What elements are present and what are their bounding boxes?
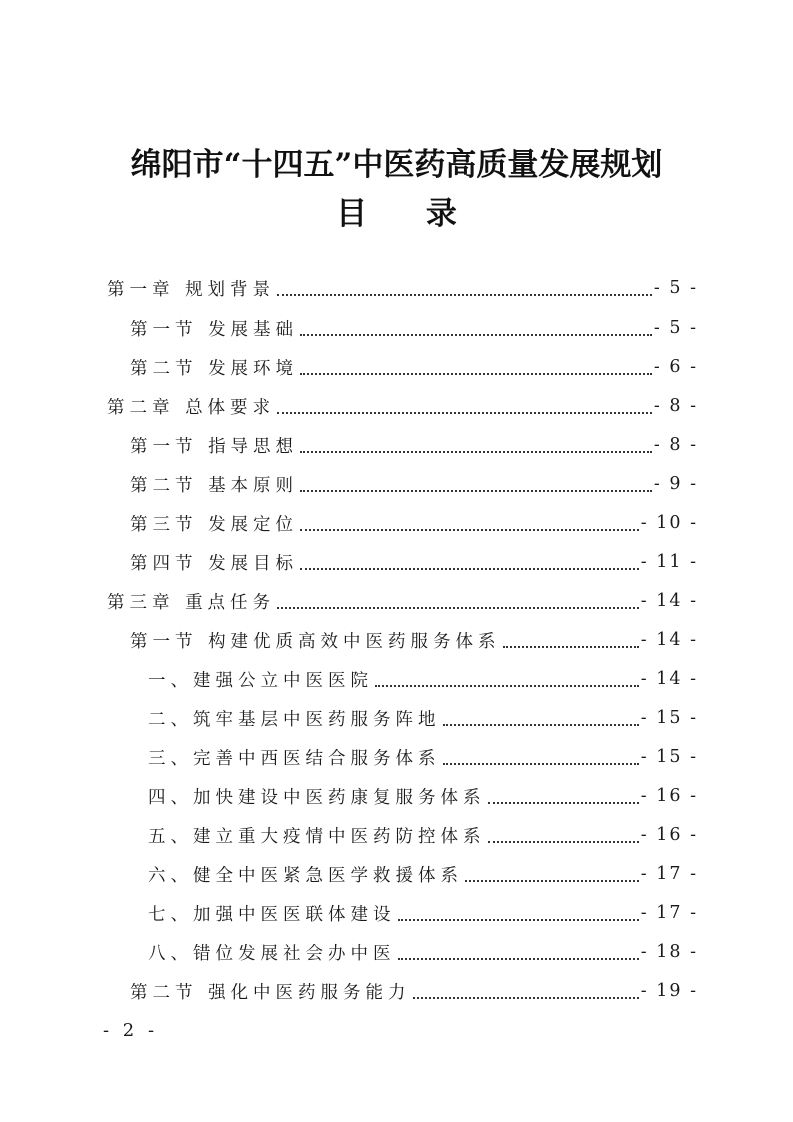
toc-dot-leader [300,505,639,541]
toc-entry-text: 第一节 指导思想 [130,436,299,457]
toc-entry-section-3-2[interactable] [130,973,698,1009]
toc-entry-page: - 15 - [640,747,698,767]
toc-dot-leader [398,895,639,931]
toc-entry-item-7[interactable] [148,895,698,931]
toc-entry-text: 第一节 发展基础 [130,319,299,340]
toc-dot-leader [443,739,639,775]
toc-entry-item-5[interactable] [148,817,698,853]
toc-dot-leader [413,973,639,1009]
toc-entry-chapter-1[interactable] [107,270,698,306]
toc-entry-item-8[interactable] [148,934,698,970]
toc-entry-page: - 5 - [653,318,698,338]
document-title: 绵阳市“十四五”中医药高质量发展规划 [130,147,663,183]
toc-entry-text: 五、建立重大疫情中医药防控体系 [148,826,486,847]
toc-entry-text: 第四节 发展目标 [130,553,299,574]
toc-dot-leader [443,700,639,736]
toc-entry-page: - 6 - [653,357,698,377]
toc-entry-page: - 8 - [653,435,698,455]
toc-entry-section-1-1[interactable] [130,310,698,346]
toc-entry-chapter-2[interactable] [107,388,698,424]
toc-entry-text: 第三章 重点任务 [107,592,276,613]
toc-entry-text: 第二节 发展环境 [130,358,299,379]
toc-dot-leader [398,934,639,970]
toc-dot-leader [300,544,639,580]
toc-dot-leader [503,622,639,658]
toc-entry-text: 第三节 发展定位 [130,514,299,535]
toc-entry-item-6[interactable] [148,856,698,892]
toc-entry-text: 七、加强中医医联体建设 [148,904,396,925]
toc-dot-leader [465,856,639,892]
toc-entry-text: 第二章 总体要求 [107,397,276,418]
toc-entry-page: - 15 - [640,708,698,728]
toc-entry-text: 一、建强公立中医医院 [148,670,373,691]
toc-entry-text: 第二节 强化中医药服务能力 [130,982,411,1003]
toc-dot-leader [300,466,652,502]
toc-dot-leader [375,661,639,697]
toc-entry-section-3-1[interactable] [130,622,698,658]
toc-entry-item-2[interactable] [148,700,698,736]
toc-dot-leader [277,583,639,619]
toc-entry-text: 二、筑牢基层中医药服务阵地 [148,709,441,730]
toc-dot-leader [300,427,652,463]
toc-entry-item-4[interactable] [148,778,698,814]
toc-dot-leader [488,817,639,853]
toc-entry-page: - 17 - [640,903,698,923]
toc-entry-page: - 16 - [640,825,698,845]
toc-entry-page: - 17 - [640,864,698,884]
toc-entry-text: 三、完善中西医结合服务体系 [148,748,441,769]
toc-entry-page: - 10 - [640,513,698,533]
toc-dot-leader [277,388,652,424]
toc-entry-text: 八、错位发展社会办中医 [148,943,396,964]
toc-entry-item-3[interactable] [148,739,698,775]
toc-entry-section-1-2[interactable] [130,349,698,385]
toc-entry-page: - 14 - [640,669,698,689]
toc-entry-page: - 8 - [653,396,698,416]
toc-dot-leader [277,270,652,306]
toc-entry-page: - 14 - [640,630,698,650]
toc-entry-chapter-3[interactable] [107,583,698,619]
toc-entry-item-1[interactable] [148,661,698,697]
toc-entry-text: 四、加快建设中医药康复服务体系 [148,787,486,808]
toc-entry-section-2-4[interactable] [130,544,698,580]
toc-entry-page: - 5 - [653,278,698,298]
toc-entry-section-2-1[interactable] [130,427,698,463]
toc-heading: 目 录 [336,196,481,232]
toc-entry-page: - 18 - [640,942,698,962]
toc-dot-leader [488,778,639,814]
toc-entry-page: - 9 - [653,474,698,494]
toc-dot-leader [300,349,652,385]
toc-entry-page: - 14 - [640,591,698,611]
toc-entry-text: 第一章 规划背景 [107,279,276,300]
toc-entry-page: - 11 - [640,552,698,572]
toc-dot-leader [300,310,652,346]
toc-entry-section-2-3[interactable] [130,505,698,541]
toc-entry-text: 第一节 构建优质高效中医药服务体系 [130,631,501,652]
toc-entry-text: 六、健全中医紧急医学救援体系 [148,865,463,886]
toc-entry-text: 第二节 基本原则 [130,475,299,496]
toc-entry-section-2-2[interactable] [130,466,698,502]
toc-entry-page: - 16 - [640,786,698,806]
toc-entry-page: - 19 - [640,981,698,1001]
page-number: - 2 - [103,1020,159,1041]
